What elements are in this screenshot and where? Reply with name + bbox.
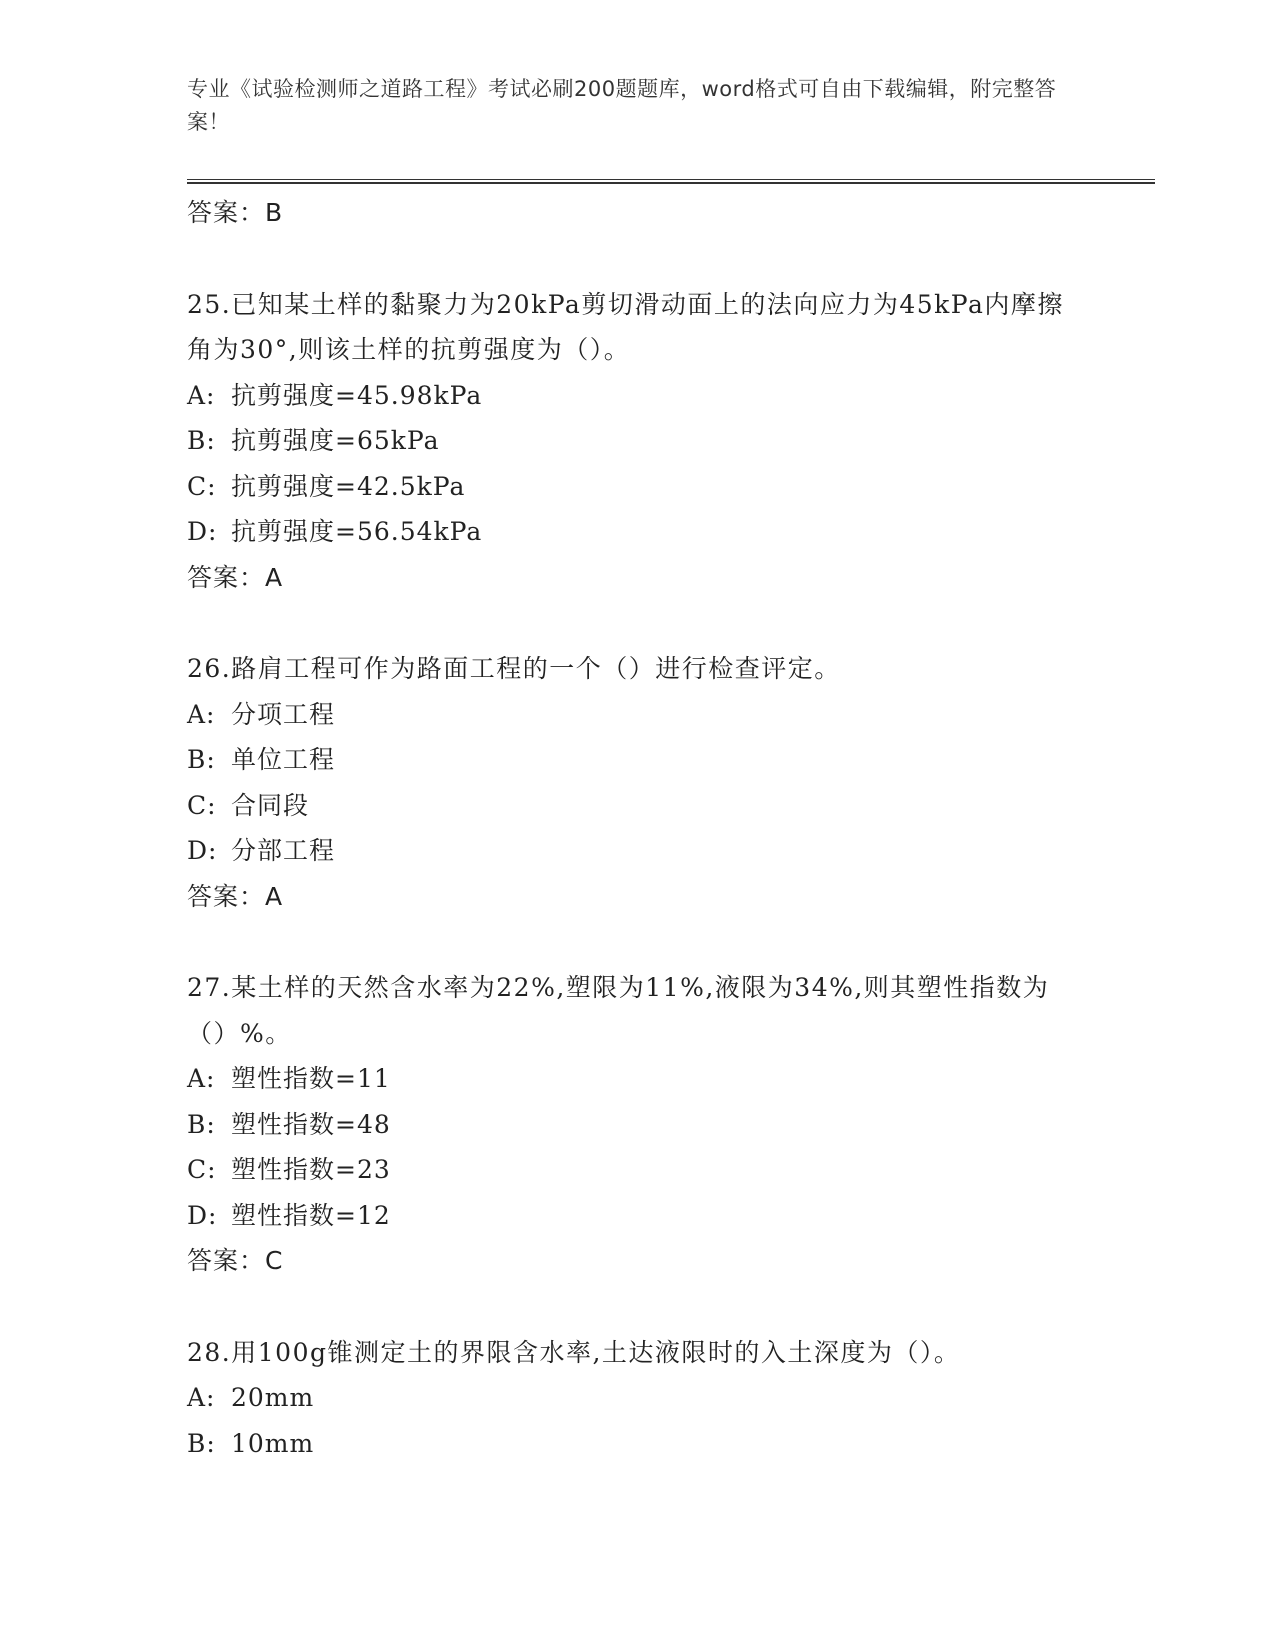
option-b — [187, 1421, 1087, 1467]
question-item — [187, 282, 1087, 601]
option-text: 塑性指数=12 — [231, 1200, 391, 1230]
option-text: 塑性指数=48 — [231, 1109, 391, 1139]
option-a — [187, 1056, 1087, 1102]
option-text: 10mm — [231, 1428, 315, 1458]
option-letter: A: — [187, 1383, 216, 1412]
option-letter: D: — [187, 517, 218, 546]
option-text: 单位工程 — [231, 745, 336, 774]
question-stem: 25.已知某土样的黏聚力为20kPa剪切滑动面上的法向应力为45kPa内摩擦角为30°,则该土样的抗剪强度为（）。 — [187, 289, 1064, 364]
question-stem: 28.用100g锥测定土的界限含水率,土达液限时的入土深度为（）。 — [187, 1337, 961, 1367]
option-text: 分部工程 — [231, 836, 336, 865]
option-d — [187, 509, 1087, 555]
option-d — [187, 828, 1087, 874]
answer-label: 答案：B — [187, 198, 284, 227]
option-letter: A: — [187, 380, 216, 410]
option-letter: B: — [187, 426, 216, 455]
answer-label: 答案：C — [187, 1246, 284, 1275]
option-letter: B: — [187, 1428, 216, 1458]
answer-label: 答案：A — [187, 562, 284, 592]
option-text: 抗剪强度=45.98kPa — [231, 380, 483, 410]
option-b — [187, 737, 1087, 783]
option-letter: D: — [187, 1200, 218, 1230]
option-d — [187, 1193, 1087, 1239]
answer-label: 答案：A — [187, 881, 284, 911]
option-text: 塑性指数=11 — [231, 1064, 391, 1093]
option-b — [187, 418, 1087, 464]
question-item — [187, 646, 1087, 919]
question-item — [187, 1330, 1087, 1467]
option-text: 抗剪强度=42.5kPa — [231, 471, 466, 501]
header-divider — [187, 179, 1155, 184]
option-letter: D: — [187, 836, 218, 865]
question-stem: 26.路肩工程可作为路面工程的一个（）进行检查评定。 — [187, 654, 841, 683]
page-header: 专业《试验检测师之道路工程》考试必刷200题题库，word格式可自由下载编辑，附完整答案！ — [187, 77, 1057, 134]
option-text: 抗剪强度=56.54kPa — [231, 517, 483, 546]
option-letter: C: — [187, 471, 217, 501]
question-list — [187, 190, 1087, 1512]
option-text: 分项工程 — [231, 699, 336, 729]
option-text: 塑性指数=23 — [231, 1155, 391, 1184]
option-letter: B: — [187, 745, 216, 774]
option-letter: B: — [187, 1109, 216, 1139]
question-item — [187, 965, 1087, 1284]
option-c — [187, 783, 1087, 829]
question-stem: 27.某土样的天然含水率为22%,塑限为11%,液限为34%,则其塑性指数为（）%。 — [187, 973, 1050, 1048]
option-a — [187, 373, 1087, 419]
option-letter: A: — [187, 699, 216, 729]
option-c — [187, 1147, 1087, 1193]
option-c — [187, 464, 1087, 510]
option-text: 抗剪强度=65kPa — [231, 426, 440, 455]
option-letter: C: — [187, 790, 217, 820]
option-text: 合同段 — [231, 790, 310, 820]
option-a — [187, 692, 1087, 738]
option-letter: C: — [187, 1155, 217, 1184]
option-a — [187, 1375, 1087, 1421]
option-b — [187, 1102, 1087, 1148]
option-letter: A: — [187, 1064, 216, 1093]
option-text: 20mm — [231, 1383, 315, 1412]
